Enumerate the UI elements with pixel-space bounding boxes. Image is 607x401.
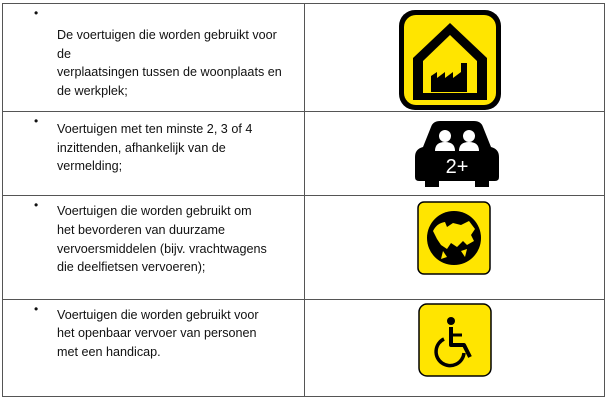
carpool-sign-label: 2+ xyxy=(445,156,469,179)
table-row xyxy=(3,4,605,112)
sign-cell xyxy=(305,112,605,196)
description-cell xyxy=(3,112,305,196)
table-row xyxy=(3,196,605,299)
text-line: De voertuigen die worden gebruikt voor xyxy=(57,28,277,42)
text-line: die deelfietsen vervoeren); xyxy=(57,260,206,275)
sign-cell xyxy=(305,299,605,396)
text-line: Voertuigen die worden gebruikt om xyxy=(57,204,252,219)
text-line: vervoersmiddelen (bijv. vrachtwagens xyxy=(57,241,267,256)
globe-europe-sign-icon xyxy=(417,201,491,275)
text-line: de xyxy=(57,46,72,61)
text-line: Voertuigen die worden gebruikt voor xyxy=(57,307,259,322)
bullet-item xyxy=(3,112,304,176)
text-line: met een handicap. xyxy=(57,344,161,359)
bullet-icon: • xyxy=(34,114,39,129)
carpool-sign-icon xyxy=(413,117,501,189)
description-cell xyxy=(3,196,305,299)
bullet-item xyxy=(3,4,304,100)
description-cell xyxy=(3,4,305,112)
wheelchair-sign-icon xyxy=(418,303,492,377)
sign-cell xyxy=(305,4,605,112)
bullet-icon: • xyxy=(34,301,39,316)
table-row xyxy=(3,112,605,196)
bullet-item xyxy=(3,300,304,362)
bullet-icon: • xyxy=(34,198,39,213)
text-line: inzittenden, afhankelijk van de xyxy=(57,140,226,155)
sign-cell xyxy=(305,196,605,299)
table-row xyxy=(3,299,605,396)
bullet-icon: • xyxy=(34,6,39,20)
text-line: Voertuigen met ten minste 2, 3 of 4 xyxy=(57,122,253,137)
text-line: vermelding; xyxy=(57,159,123,174)
bullet-item xyxy=(3,196,304,276)
text-line: het bevorderen van duurzame xyxy=(57,223,226,238)
vehicle-category-table xyxy=(2,3,605,397)
description-cell xyxy=(3,299,305,396)
home-factory-commute-sign-icon xyxy=(397,8,503,112)
text-line: de werkplek; xyxy=(57,83,128,98)
text-line: het openbaar vervoer van personen xyxy=(57,326,257,341)
text-line: verplaatsingen tussen de woonplaats en xyxy=(57,65,282,80)
